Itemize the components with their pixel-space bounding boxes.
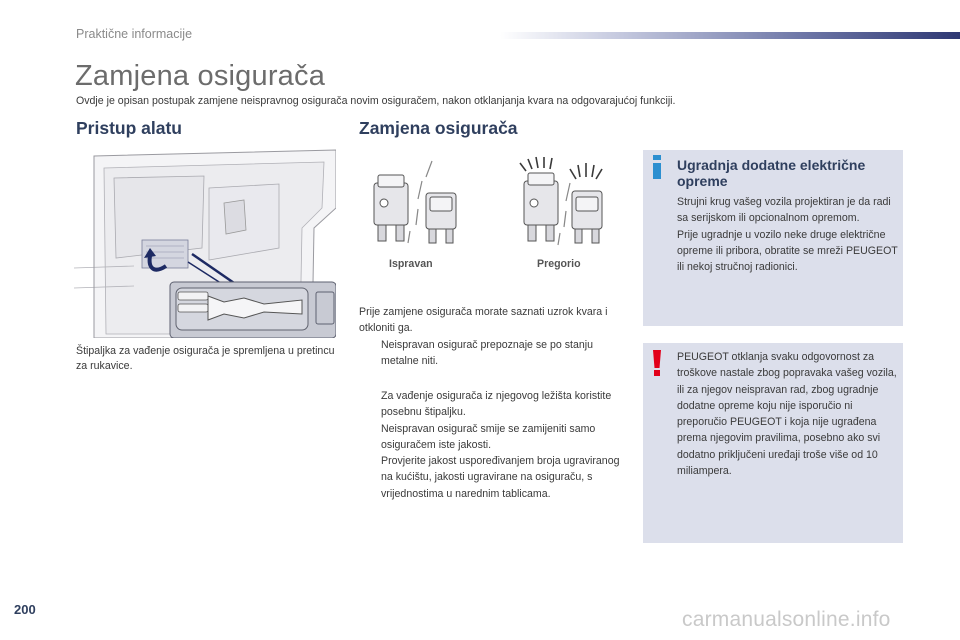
heading-tool-access: Pristup alatu bbox=[76, 118, 182, 138]
fuse-ok-right bbox=[426, 193, 456, 243]
fuse-bad-right bbox=[572, 191, 602, 243]
fuse-text-block-2 bbox=[359, 388, 627, 502]
header-bar bbox=[500, 32, 960, 39]
bullet-item bbox=[359, 337, 627, 370]
bullet-text: Neispravan osigurač prepoznaje se po stanju metalne niti. bbox=[381, 338, 594, 367]
fuse-text-block-1 bbox=[359, 304, 627, 369]
warning-box-text: PEUGEOT otklanja svaku odgovornost za troškove nastale zbog popravaka vašeg vozila, ili za njegov neispravan rad, zbog ugradnje dodatne opreme koju nije isporučio ni preporučio PEUGEOT i koja nije ugrađena prema njegovim pravilima, posebno ako svi dodatno priključeni uređaji troše više od 10 miliampera. bbox=[677, 351, 897, 478]
bullet-text: Za vađenje osigurača iz njegovog ležišta koristite posebnu štipaljku. bbox=[381, 390, 612, 419]
page-title: Zamjena osigurača bbox=[75, 60, 326, 92]
heading-fuse-replacement: Zamjena osigurača bbox=[359, 118, 518, 138]
glovebox-caption: Štipaljka za vađenje osigurača je spremljena u pretincu za rukavice. bbox=[76, 345, 335, 372]
warning-icon bbox=[650, 350, 664, 376]
bullet-symbol bbox=[359, 388, 381, 421]
glovebox-illustration bbox=[74, 148, 336, 338]
bullet-item bbox=[359, 453, 627, 502]
header-section-label: Praktične informacije bbox=[76, 27, 193, 41]
watermark: carmanualsonline.info bbox=[682, 608, 891, 631]
fuse-bad-left bbox=[524, 173, 558, 241]
fuse-label-ok: Ispravan bbox=[389, 258, 433, 270]
fuse-illustrations bbox=[360, 155, 610, 255]
info-box-paragraph-1: Strujni krug vašeg vozila projektiran je da radi sa serijskom ili opcionalnom opremom. bbox=[677, 196, 891, 225]
bullet-symbol bbox=[359, 453, 381, 502]
info-box-paragraph-2: Prije ugradnje u vozilo neke druge električne opreme ili pribora, obratite se mreži PEUGEOT ili nekoj stručnoj radionici. bbox=[677, 228, 898, 274]
fuse-label-blown: Pregorio bbox=[537, 258, 581, 270]
bullet-symbol bbox=[359, 421, 381, 454]
page-number: 200 bbox=[14, 602, 36, 617]
bullet-symbol bbox=[359, 337, 381, 370]
fuse-intro-paragraph: Prije zamjene osigurača morate saznati uzrok kvara i otkloniti ga. bbox=[359, 306, 608, 335]
info-box-title: Ugradnja dodatne električne opreme bbox=[677, 157, 866, 189]
bullet-text: Provjerite jakost uspoređivanjem broja ugraviranog na kućištu, jakosti ugravirane na osiguraču, s vrijednostima u narednim tablicama. bbox=[381, 455, 620, 500]
bullet-text: Neispravan osigurač smije se zamijeniti samo osiguračem iste jakosti. bbox=[381, 422, 596, 451]
info-icon bbox=[650, 155, 664, 179]
info-box-text bbox=[677, 194, 899, 275]
bullet-item bbox=[359, 388, 627, 421]
fuse-ok-left bbox=[374, 175, 408, 241]
intro-text: Ovdje je opisan postupak zamjene neispravnog osigurača novim osiguračem, nakon otklanjanja kvara na odgovarajućoj funkciji. bbox=[76, 95, 676, 107]
bullet-item bbox=[359, 421, 627, 454]
